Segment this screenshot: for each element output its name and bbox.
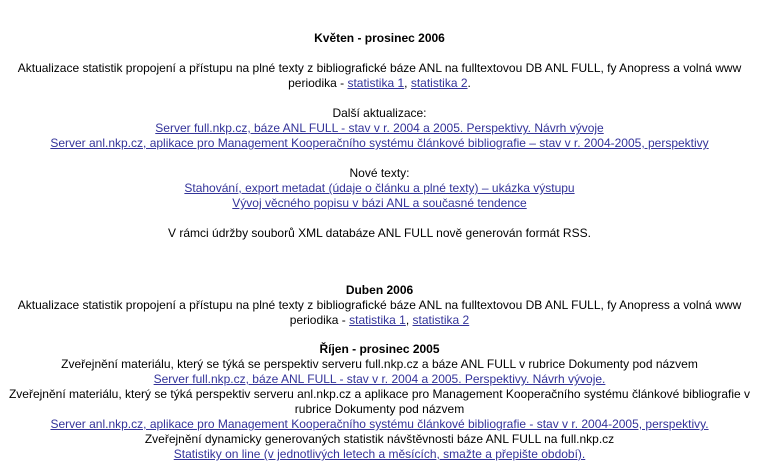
period: . (467, 76, 471, 90)
update-text-line: Aktualizace statistik propojení a přístupu na plné texty z bibliografické báze ANL na fulltextovou DB ANL FULL, fy Anopress a volná www (17, 298, 742, 312)
publication-note: Zveřejnění materiálu, který se týká se perspektiv serveru full.nkp.cz a báze ANL FULL v rubrice Dokumenty pod názvem (61, 357, 698, 371)
section-kveten-prosinec-2006 (0, 31, 759, 241)
rss-note: V rámci údržby souborů XML databáze ANL FULL nově generován formát RSS. (168, 226, 591, 240)
section-heading: Říjen - prosinec 2005 (319, 342, 440, 356)
periodika-prefix: periodika - (289, 313, 350, 327)
publication-note-continued: rubrice Dokumenty pod názvem (294, 402, 465, 416)
new-texts-label: Nové texty: (349, 166, 410, 180)
update-text-line-2 (0, 76, 759, 91)
full-nkp-server-link[interactable]: Server full.nkp.cz, báze ANL FULL - stav v r. 2004 a 2005. Perspektivy. Návrh vývoje (155, 121, 604, 135)
section-rijen-prosinec-2005 (0, 342, 759, 462)
statistika-1-link[interactable]: statistika 1 (347, 76, 405, 90)
full-nkp-document-link[interactable]: Server full.nkp.cz, báze ANL FULL - stav v r. 2004 a 2005. Perspektivy. Návrh vývoje. (153, 372, 606, 386)
statistika-1-link[interactable]: statistika 1 (349, 313, 406, 327)
statistika-2-link[interactable]: statistika 2 (412, 313, 470, 327)
online-statistics-link[interactable]: Statistiky on line (v jednotlivých letech a měsících, smažte a přepište období). (173, 447, 586, 461)
separator: , (405, 313, 413, 327)
anl-nkp-server-link[interactable]: Server anl.nkp.cz, aplikace pro Management Kooperačního systému článkové bibliografie – stav v r. 2004-2005, perspektivy (50, 136, 709, 150)
anl-nkp-document-link[interactable]: Server anl.nkp.cz, aplikace pro Management Kooperačního systému článkové bibliografie - stav v r. 2004-2005, perspektivy. (50, 417, 709, 431)
statistics-note: Zveřejnění dynamicky generovaných statistik návštěvnosti báze ANL FULL na full.nkp.cz (144, 432, 615, 446)
update-text-line: Aktualizace statistik propojení a přístupu na plné texty z bibliografické báze ANL na fulltextovou DB ANL FULL, fy Anopress a volná www (17, 61, 742, 75)
separator: , (404, 76, 411, 90)
statistika-2-link[interactable]: statistika 2 (410, 76, 468, 90)
section-heading: Duben 2006 (345, 283, 414, 297)
metadata-export-link[interactable]: Stahování, export metadat (údaje o článku a plné texty) – ukázka výstupu (184, 181, 575, 195)
section-heading: Květen - prosinec 2006 (314, 31, 445, 45)
publication-note: Zveřejnění materiálu, který se týká perspektiv serveru anl.nkp.cz a aplikace pro Management Kooperačního systému článkové bibliografie v (8, 387, 751, 401)
subject-description-link[interactable]: Vývoj věcného popisu v bázi ANL a současné tendence (232, 196, 527, 210)
more-updates-label: Další aktualizace: (332, 106, 427, 120)
update-text-line-2 (0, 313, 759, 328)
section-duben-2006 (0, 283, 759, 328)
periodika-prefix: periodika - (288, 76, 348, 90)
